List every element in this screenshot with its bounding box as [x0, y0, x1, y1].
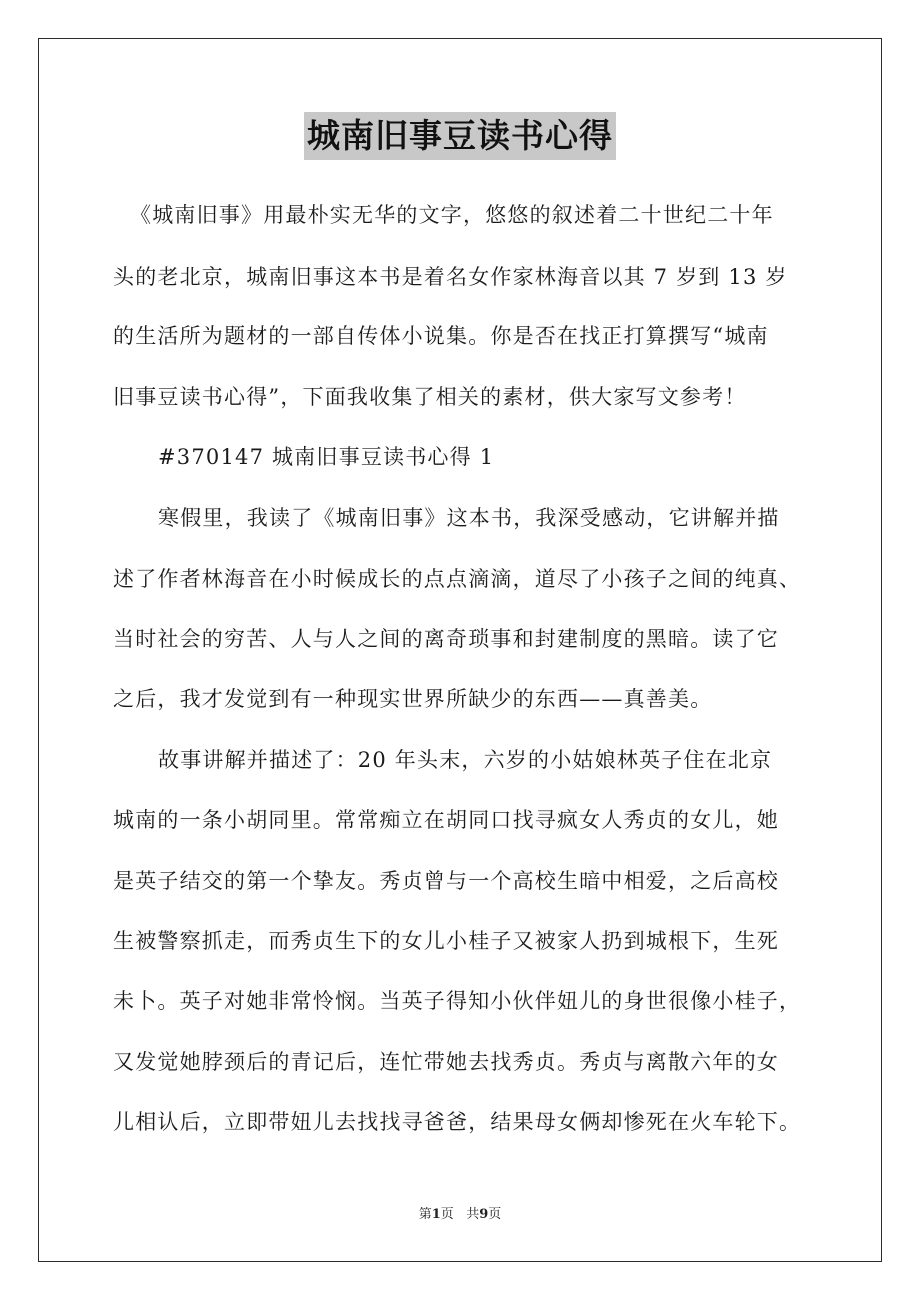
- footer-page-number: 1: [431, 1207, 441, 1222]
- footer-page-total: 9: [479, 1207, 489, 1222]
- section-heading: #370147 城南旧事豆读书心得 1: [158, 445, 495, 469]
- title-container: [0, 112, 920, 160]
- page-footer: [0, 1206, 920, 1224]
- text-line: 寒假里，我读了《城南旧事》这本书，我深受感动，它讲解并描: [158, 506, 780, 530]
- text-line: 未卜。英子对她非常怜悯。当英子得知小伙伴妞儿的身世很像小桂子，: [113, 989, 802, 1013]
- document-title: 城南旧事豆读书心得: [304, 112, 616, 160]
- text-line: 《城南旧事》用最朴实无华的文字，悠悠的叙述着二十世纪二十年: [130, 203, 774, 227]
- text-line: 又发觉她脖颈后的青记后，连忙带她去找秀贞。秀贞与离散六年的女: [113, 1050, 779, 1074]
- text-line: 生被警察抓走，而秀贞生下的女儿小桂子又被家人扔到城根下，生死: [113, 929, 779, 953]
- text-line: 旧事豆读书心得”，下面我收集了相关的素材，供大家写文参考！: [113, 385, 747, 409]
- text-line: 是英子结交的第一个挚友。秀贞曾与一个高校生暗中相爱，之后高校: [113, 869, 779, 893]
- text-line: 当时社会的穷苦、人与人之间的离奇琐事和封建制度的黑暗。读了它: [113, 627, 779, 651]
- text-line: 城南的一条小胡同里。常常痴立在胡同口找寻疯女人秀贞的女儿，她: [113, 808, 779, 832]
- text-line: 之后，我才发觉到有一种现实世界所缺少的东西——真善美。: [113, 687, 713, 711]
- footer-suffix: 页: [488, 1207, 502, 1222]
- footer-prefix: 第: [418, 1207, 432, 1222]
- text-line: 儿相认后，立即带妞儿去找找寻爸爸，结果母女俩却惨死在火车轮下。: [113, 1110, 802, 1134]
- text-line: 故事讲解并描述了：20 年头末，六岁的小姑娘林英子住在北京: [158, 748, 773, 772]
- text-line: 头的老北京，城南旧事这本书是着名女作家林海音以其 7 岁到 13 岁: [113, 265, 788, 289]
- footer-mid: 页 共: [440, 1207, 480, 1222]
- text-line: 述了作者林海音在小时候成长的点点滴滴，道尽了小孩子之间的纯真、: [113, 567, 802, 591]
- text-line: 的生活所为题材的一部自传体小说集。你是否在找正打算撰写“城南: [113, 324, 769, 348]
